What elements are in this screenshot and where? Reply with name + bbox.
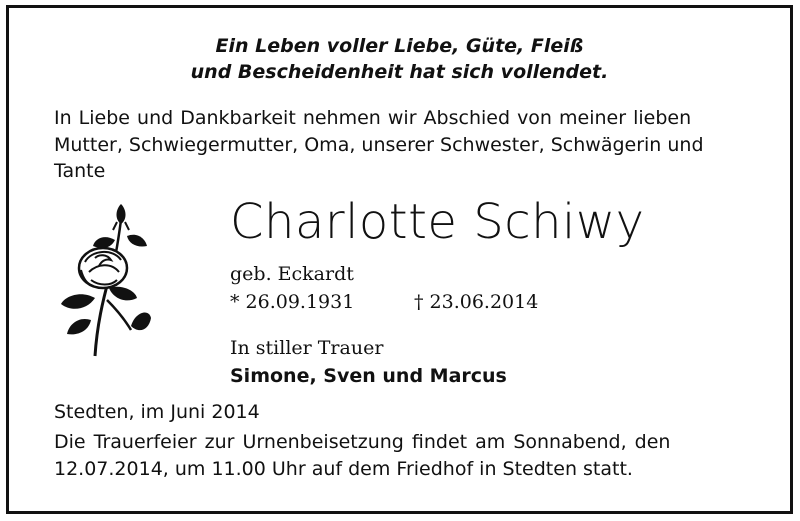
- motto-line-2: und Bescheidenheit hat sich vollendet.: [190, 61, 609, 83]
- funeral-line-2: 12.07.2014, um 11.00 Uhr auf dem Friedhof in Stedten statt.: [54, 458, 633, 480]
- mourning-label: In stiller Trauer: [230, 337, 384, 359]
- mourner-names: Simone, Sven und Marcus: [230, 365, 507, 387]
- intro-line-2: Mutter, Schwiegermutter, Oma, unserer Schwester, Schwägerin und: [54, 134, 704, 156]
- maiden-name: geb. Eckardt: [230, 263, 354, 285]
- intro-line-3: Tante: [54, 160, 106, 182]
- place-date: Stedten, im Juni 2014: [54, 401, 260, 423]
- rose-icon: [51, 200, 151, 360]
- motto-line-1: Ein Leben voller Liebe, Güte, Fleiß: [215, 35, 584, 57]
- funeral-line-1: Die Trauerfeier zur Urnenbeisetzung findet am Sonnabend, den: [54, 431, 671, 453]
- death-date: † 23.06.2014: [414, 291, 539, 313]
- intro-line-1: In Liebe und Dankbarkeit nehmen wir Abschied von meiner lieben: [54, 107, 692, 129]
- birth-date: * 26.09.1931: [230, 291, 355, 313]
- deceased-name: Charlotte Schiwy: [230, 194, 645, 250]
- obituary-notice: [6, 5, 793, 514]
